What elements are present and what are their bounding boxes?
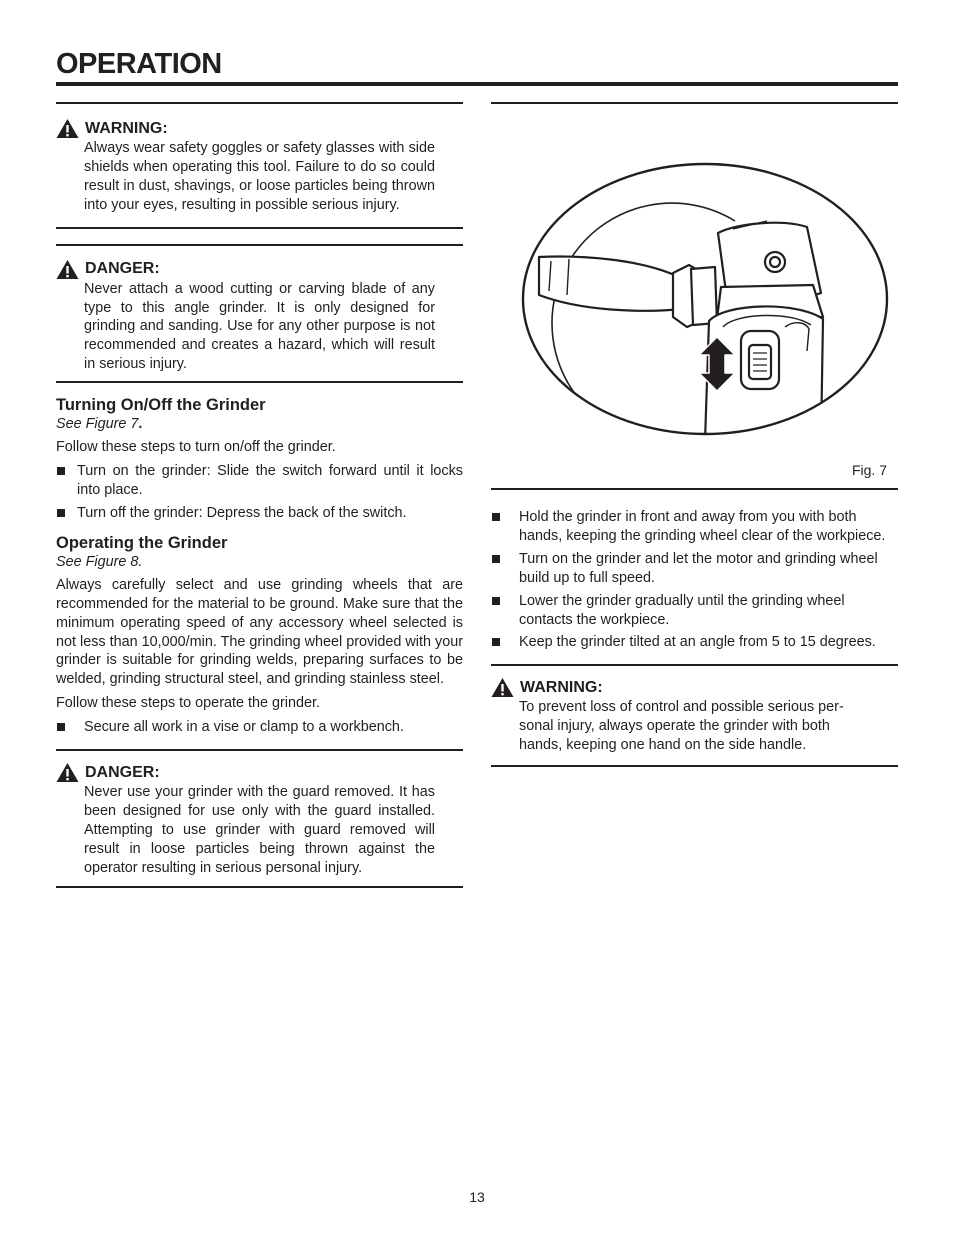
bullet-square-icon <box>57 467 65 475</box>
warning-control-box <box>491 664 898 767</box>
page-number: 13 <box>469 1189 485 1205</box>
danger-text: Never use your grinder with the guard removed. It has been designed for use only with the guard installed. Attempting to use grinder with guard removed will result in loose particles being thrown against the operator resulting in serious personal injury. <box>84 784 435 876</box>
warning-label: WARNING: <box>85 119 168 137</box>
operating-section <box>56 533 463 737</box>
bullet-square-icon <box>492 513 500 521</box>
list-item: Secure all work in a vise or clamp to a workbench. <box>56 718 463 737</box>
danger-guard-box <box>56 749 463 888</box>
operating-steps-list <box>56 718 463 737</box>
see-figure-reference: See Figure 7. <box>56 416 143 433</box>
bullet-square-icon <box>492 597 500 605</box>
list-item: Turn on the grinder and let the motor and grinding wheel build up to full speed. <box>491 550 898 588</box>
danger-label: DANGER: <box>85 763 160 781</box>
title-rule <box>56 82 898 86</box>
warning-triangle-icon <box>56 259 79 280</box>
warning-triangle-icon <box>56 118 79 139</box>
warning-text: Always wear safety goggles or safety glasses with side shields when operating this tool. Failure to do so could result in dust, shavings, or loose particles being thrown into your eyes, resulting in possible serious injury. <box>84 140 435 213</box>
warning-goggles-box <box>56 102 463 229</box>
grinder-switch-illustration <box>521 161 889 437</box>
danger-blade-box <box>56 244 463 384</box>
list-item: Keep the grinder tilted at an angle from 5 to 15 degrees. <box>491 633 898 652</box>
bullet-square-icon <box>57 723 65 731</box>
bullet-square-icon <box>492 555 500 563</box>
danger-label: DANGER: <box>85 260 160 278</box>
operating-paragraph: Always carefully select and use grinding wheels that are recommended for the material to be ground. Make sure that the minimum operating speed of any accessory wheel selected is not less than 10,000/min. The grinding wheel provided with your grinder is suitable for grinding welds, preparing surfaces to be welded, grinding structural steel, and grinding stainless steel. <box>56 576 463 688</box>
figure-7 <box>491 102 898 490</box>
warning-label: WARNING: <box>520 678 603 696</box>
warning-text: To prevent loss of control and possible serious per-sonal injury, always operate the grinder with both hands, keeping one hand on the side handle. <box>519 699 844 754</box>
warning-triangle-icon <box>491 677 514 698</box>
warning-triangle-icon <box>56 762 79 783</box>
list-item: Lower the grinder gradually until the grinding wheel contacts the workpiece. <box>491 592 898 630</box>
intro-text: Follow these steps to turn on/off the grinder. <box>56 439 336 456</box>
page-title: OPERATION <box>56 48 222 80</box>
list-item: Turn on the grinder: Slide the switch forward until it locks into place. <box>56 462 463 500</box>
danger-text: Never attach a wood cutting or carving blade of any type to this angle grinder. It is only designed for grinding and sanding. Use for any other purpose is not recommended and creates a hazard, which will result in serious injury. <box>84 280 435 373</box>
bullet-square-icon <box>492 638 500 646</box>
operating-steps-list <box>491 508 898 652</box>
see-figure-reference: See Figure 8. <box>56 553 143 570</box>
intro-text: Follow these steps to operate the grinder. <box>56 695 320 712</box>
list-item: Turn off the grinder: Depress the back of the switch. <box>56 504 463 523</box>
turning-steps-list <box>56 462 463 523</box>
right-column <box>491 102 898 767</box>
left-column <box>56 102 463 888</box>
bullet-square-icon <box>57 509 65 517</box>
figure-caption: Fig. 7 <box>851 462 887 478</box>
section-heading: Operating the Grinder <box>56 533 228 552</box>
list-item: Hold the grinder in front and away from you with both hands, keeping the grinding wheel clear of the workpiece. <box>491 508 898 546</box>
section-heading: Turning On/Off the Grinder <box>56 396 266 415</box>
turning-section <box>56 395 463 523</box>
